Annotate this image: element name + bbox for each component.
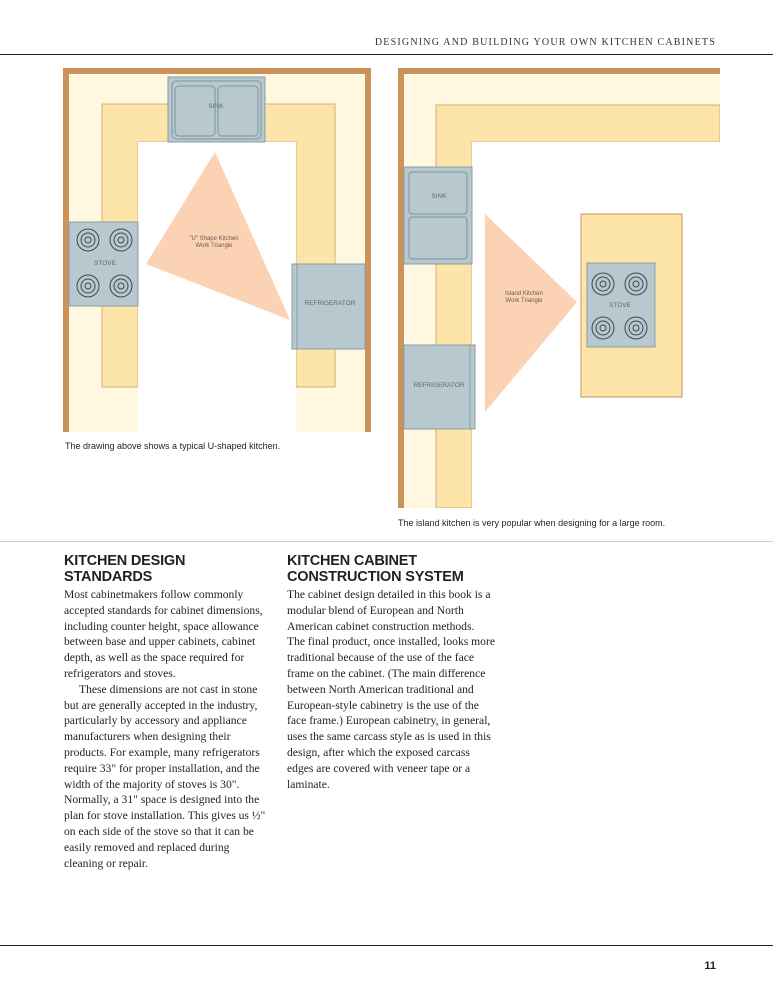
paragraph: Most cabinetmakers follow commonly accepted standards for cabinet dimensions, including counter height, space allowance between base and upper cabinets, cabinet depth, as well as the space required for refrigerators and stoves.	[64, 588, 263, 680]
island-sink-label: SINK	[431, 193, 447, 200]
paragraph: These dimensions are not cast in stone but are generally accepted in the industry, particularly by accessory and appliance manufacturers when designing their products. For example, many refrigerators require 33" for proper installation, and the width of the majority of stoves is 30". Normally, a 31" space is designed into the plan for stove installation. This gives us ½" on each side of the stove so that it can be easily removed and replaced during cleaning or repair.	[64, 682, 266, 870]
triangle-label-line1: "U" Shape Kitchen	[189, 236, 239, 242]
island-triangle-label-line1: Island Kitchen	[505, 291, 543, 297]
section-cabinet-construction-system	[287, 553, 495, 792]
island-stove-label: STOVE	[609, 302, 631, 309]
island-refrigerator-label: REFRIGERATOR	[413, 382, 465, 389]
section-kitchen-design-standards	[64, 553, 270, 871]
island-kitchen-drawing	[395, 64, 720, 508]
stove-label: STOVE	[94, 260, 116, 267]
figure-divider	[0, 541, 773, 542]
u-kitchen-caption: The drawing above shows a typical U-shaped kitchen.	[65, 441, 281, 451]
island-sink-fixture	[404, 167, 472, 264]
sink-label: SINK	[208, 103, 224, 110]
section-heading-line1: KITCHEN CABINET	[287, 553, 417, 569]
section-heading: KITCHEN DESIGN STANDARDS	[64, 553, 186, 585]
refrigerator-label: REFRIGERATOR	[304, 300, 356, 307]
island-triangle-label-line2: Work Triangle	[505, 298, 543, 304]
section-heading-line2: CONSTRUCTION SYSTEM	[287, 569, 464, 585]
u-shaped-kitchen-drawing	[60, 64, 380, 434]
section-body	[287, 587, 495, 792]
section-body	[64, 587, 270, 871]
header-rule	[0, 54, 773, 55]
section-heading	[287, 553, 495, 585]
paragraph: The cabinet design detailed in this book is a modular blend of European and North American cabinet construction methods. The final product, once installed, looks more traditional because of the use of the face frame on the cabinet. (The main difference between North American traditional and European-style cabinetry is the use of the face frame.) European cabinetry, in general, uses the same carcass style as is used in this design, after which the exposed carcass edges are covered with veneer tape or a laminate.	[287, 588, 495, 791]
island-kitchen-caption: The island kitchen is very popular when designing for a large room.	[398, 518, 666, 528]
running-head: DESIGNING AND BUILDING YOUR OWN KITCHEN CABINETS	[374, 37, 716, 48]
triangle-label-line2: Work Triangle	[195, 243, 233, 249]
footer-rule	[0, 945, 773, 946]
page-number: 11	[704, 960, 716, 972]
